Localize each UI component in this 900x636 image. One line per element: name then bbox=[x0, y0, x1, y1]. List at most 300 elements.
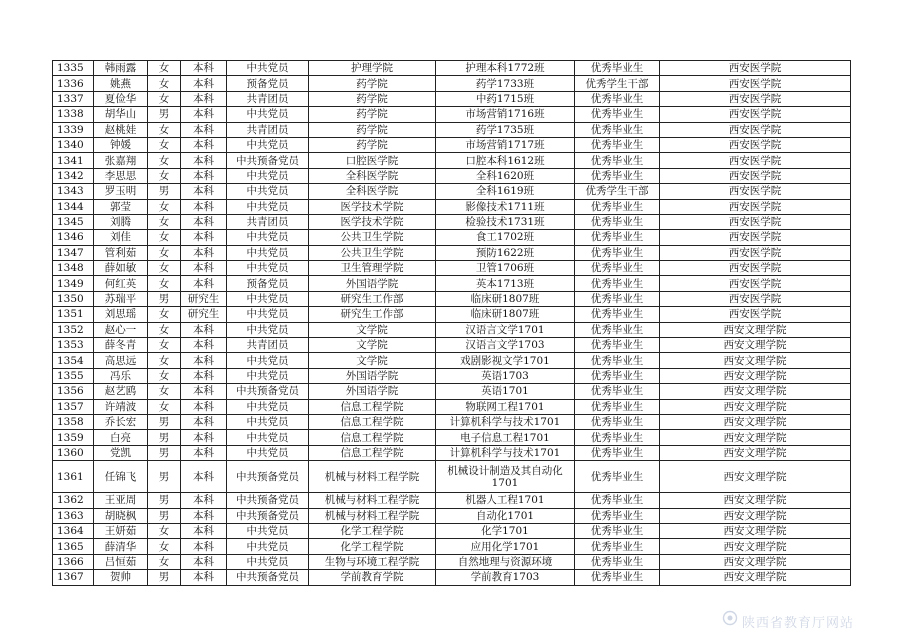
table-row bbox=[53, 368, 851, 383]
cell-award: 优秀毕业生 bbox=[575, 353, 660, 368]
cell-gender: 女 bbox=[148, 199, 181, 214]
cell-class: 英语1701 bbox=[436, 384, 575, 399]
cell-degree: 本科 bbox=[181, 199, 227, 214]
cell-school: 西安文理学院 bbox=[660, 508, 851, 523]
cell-award: 优秀毕业生 bbox=[575, 199, 660, 214]
cell-award: 优秀毕业生 bbox=[575, 523, 660, 538]
cell-political-status: 中共党员 bbox=[227, 230, 309, 245]
cell-degree: 本科 bbox=[181, 554, 227, 569]
cell-school: 西安医学院 bbox=[660, 122, 851, 137]
cell-name: 赵心一 bbox=[94, 322, 148, 337]
cell-award: 优秀毕业生 bbox=[575, 230, 660, 245]
cell-no: 1344 bbox=[53, 199, 94, 214]
cell-degree: 本科 bbox=[181, 338, 227, 353]
cell-no: 1355 bbox=[53, 368, 94, 383]
cell-college: 化学工程学院 bbox=[309, 523, 436, 538]
cell-award: 优秀毕业生 bbox=[575, 539, 660, 554]
cell-degree: 本科 bbox=[181, 91, 227, 106]
table-row bbox=[53, 137, 851, 152]
cell-degree: 本科 bbox=[181, 107, 227, 122]
table-row bbox=[53, 384, 851, 399]
cell-political-status: 中共党员 bbox=[227, 445, 309, 460]
cell-name: 党凯 bbox=[94, 445, 148, 460]
cell-college: 信息工程学院 bbox=[309, 445, 436, 460]
cell-political-status: 中共党员 bbox=[227, 168, 309, 183]
cell-award: 优秀毕业生 bbox=[575, 322, 660, 337]
cell-name: 刘思瑶 bbox=[94, 307, 148, 322]
cell-school: 西安文理学院 bbox=[660, 461, 851, 493]
cell-gender: 女 bbox=[148, 168, 181, 183]
cell-no: 1352 bbox=[53, 322, 94, 337]
cell-award: 优秀学生干部 bbox=[575, 76, 660, 91]
cell-degree: 本科 bbox=[181, 445, 227, 460]
cell-degree: 本科 bbox=[181, 76, 227, 91]
cell-gender: 男 bbox=[148, 445, 181, 460]
cell-class: 全科1620班 bbox=[436, 168, 575, 183]
cell-gender: 女 bbox=[148, 91, 181, 106]
table-row bbox=[53, 353, 851, 368]
cell-name: 吕恒茹 bbox=[94, 554, 148, 569]
cell-name: 任锦飞 bbox=[94, 461, 148, 493]
cell-class: 化学1701 bbox=[436, 523, 575, 538]
cell-class: 英本1713班 bbox=[436, 276, 575, 291]
cell-degree: 本科 bbox=[181, 230, 227, 245]
cell-no: 1356 bbox=[53, 384, 94, 399]
table-row bbox=[53, 214, 851, 229]
cell-college: 全科医学院 bbox=[309, 184, 436, 199]
cell-class: 机器人工程1701 bbox=[436, 493, 575, 508]
cell-school: 西安医学院 bbox=[660, 199, 851, 214]
cell-college: 药学院 bbox=[309, 107, 436, 122]
cell-school: 西安文理学院 bbox=[660, 338, 851, 353]
cell-political-status: 中共党员 bbox=[227, 199, 309, 214]
cell-no: 1338 bbox=[53, 107, 94, 122]
cell-name: 白亮 bbox=[94, 430, 148, 445]
cell-political-status: 中共党员 bbox=[227, 291, 309, 306]
cell-school: 西安文理学院 bbox=[660, 353, 851, 368]
cell-college: 药学院 bbox=[309, 122, 436, 137]
cell-degree: 本科 bbox=[181, 384, 227, 399]
cell-political-status: 中共预备党员 bbox=[227, 384, 309, 399]
cell-no: 1350 bbox=[53, 291, 94, 306]
cell-degree: 本科 bbox=[181, 276, 227, 291]
cell-name: 姚燕 bbox=[94, 76, 148, 91]
cell-college: 化学工程学院 bbox=[309, 539, 436, 554]
cell-college: 机械与材料工程学院 bbox=[309, 493, 436, 508]
cell-college: 机械与材料工程学院 bbox=[309, 508, 436, 523]
cell-class: 戏剧影视文学1701 bbox=[436, 353, 575, 368]
cell-no: 1357 bbox=[53, 399, 94, 414]
cell-college: 卫生管理学院 bbox=[309, 261, 436, 276]
cell-no: 1336 bbox=[53, 76, 94, 91]
cell-class: 中药1715班 bbox=[436, 91, 575, 106]
cell-political-status: 中共党员 bbox=[227, 261, 309, 276]
cell-degree: 本科 bbox=[181, 353, 227, 368]
cell-no: 1347 bbox=[53, 245, 94, 260]
cell-award: 优秀毕业生 bbox=[575, 291, 660, 306]
cell-award: 优秀毕业生 bbox=[575, 168, 660, 183]
cell-political-status: 中共党员 bbox=[227, 307, 309, 322]
cell-no: 1363 bbox=[53, 508, 94, 523]
cell-degree: 本科 bbox=[181, 430, 227, 445]
cell-name: 贺帅 bbox=[94, 570, 148, 585]
cell-school: 西安医学院 bbox=[660, 168, 851, 183]
cell-class: 计算机科学与技术1701 bbox=[436, 414, 575, 429]
table-row bbox=[53, 184, 851, 199]
cell-political-status: 中共党员 bbox=[227, 107, 309, 122]
cell-school: 西安医学院 bbox=[660, 107, 851, 122]
table-row bbox=[53, 399, 851, 414]
cell-name: 张嘉翔 bbox=[94, 153, 148, 168]
cell-no: 1360 bbox=[53, 445, 94, 460]
cell-gender: 女 bbox=[148, 261, 181, 276]
cell-political-status: 预备党员 bbox=[227, 76, 309, 91]
cell-award: 优秀毕业生 bbox=[575, 445, 660, 460]
cell-school: 西安医学院 bbox=[660, 230, 851, 245]
cell-name: 赵桃娃 bbox=[94, 122, 148, 137]
cell-award: 优秀毕业生 bbox=[575, 554, 660, 569]
cell-gender: 女 bbox=[148, 338, 181, 353]
cell-college: 研究生工作部 bbox=[309, 291, 436, 306]
cell-gender: 女 bbox=[148, 399, 181, 414]
cell-gender: 女 bbox=[148, 122, 181, 137]
cell-gender: 女 bbox=[148, 137, 181, 152]
table-row bbox=[53, 307, 851, 322]
cell-no: 1349 bbox=[53, 276, 94, 291]
cell-name: 李思思 bbox=[94, 168, 148, 183]
cell-name: 刘腾 bbox=[94, 214, 148, 229]
table-row bbox=[53, 261, 851, 276]
cell-award: 优秀毕业生 bbox=[575, 384, 660, 399]
cell-college: 公共卫生学院 bbox=[309, 230, 436, 245]
table-row bbox=[53, 508, 851, 523]
honor-list-sheet bbox=[52, 60, 851, 586]
cell-degree: 本科 bbox=[181, 539, 227, 554]
cell-no: 1337 bbox=[53, 91, 94, 106]
cell-political-status: 中共预备党员 bbox=[227, 461, 309, 493]
cell-school: 西安医学院 bbox=[660, 276, 851, 291]
cell-name: 王妍茹 bbox=[94, 523, 148, 538]
cell-class: 学前教育1703 bbox=[436, 570, 575, 585]
table-row bbox=[53, 107, 851, 122]
cell-name: 薛冬青 bbox=[94, 338, 148, 353]
cell-no: 1353 bbox=[53, 338, 94, 353]
cell-class: 影像技术1711班 bbox=[436, 199, 575, 214]
cell-award: 优秀毕业生 bbox=[575, 493, 660, 508]
cell-no: 1359 bbox=[53, 430, 94, 445]
cell-college: 外国语学院 bbox=[309, 384, 436, 399]
cell-school: 西安文理学院 bbox=[660, 322, 851, 337]
cell-name: 许靖波 bbox=[94, 399, 148, 414]
cell-no: 1358 bbox=[53, 414, 94, 429]
cell-gender: 女 bbox=[148, 353, 181, 368]
cell-gender: 男 bbox=[148, 493, 181, 508]
cell-school: 西安文理学院 bbox=[660, 368, 851, 383]
cell-college: 外国语学院 bbox=[309, 276, 436, 291]
cell-class: 检验技术1731班 bbox=[436, 214, 575, 229]
cell-name: 何红英 bbox=[94, 276, 148, 291]
cell-gender: 女 bbox=[148, 276, 181, 291]
cell-college: 信息工程学院 bbox=[309, 430, 436, 445]
cell-school: 西安医学院 bbox=[660, 153, 851, 168]
table-row bbox=[53, 61, 851, 76]
cell-political-status: 预备党员 bbox=[227, 276, 309, 291]
cell-political-status: 中共预备党员 bbox=[227, 493, 309, 508]
cell-award: 优秀毕业生 bbox=[575, 307, 660, 322]
cell-degree: 研究生 bbox=[181, 291, 227, 306]
cell-class: 药学1735班 bbox=[436, 122, 575, 137]
cell-class: 卫管1706班 bbox=[436, 261, 575, 276]
cell-no: 1343 bbox=[53, 184, 94, 199]
cell-college: 护理学院 bbox=[309, 61, 436, 76]
cell-name: 钟媛 bbox=[94, 137, 148, 152]
cell-school: 西安医学院 bbox=[660, 214, 851, 229]
cell-no: 1354 bbox=[53, 353, 94, 368]
cell-political-status: 中共党员 bbox=[227, 353, 309, 368]
cell-class: 自然地理与资源环境 bbox=[436, 554, 575, 569]
cell-name: 胡华山 bbox=[94, 107, 148, 122]
table-row bbox=[53, 291, 851, 306]
cell-gender: 女 bbox=[148, 554, 181, 569]
cell-class: 汉语言文学1701 bbox=[436, 322, 575, 337]
table-row bbox=[53, 338, 851, 353]
cell-class: 电子信息工程1701 bbox=[436, 430, 575, 445]
cell-degree: 本科 bbox=[181, 245, 227, 260]
cell-award: 优秀毕业生 bbox=[575, 276, 660, 291]
cell-degree: 本科 bbox=[181, 414, 227, 429]
cell-school: 西安文理学院 bbox=[660, 539, 851, 554]
cell-award: 优秀毕业生 bbox=[575, 430, 660, 445]
honor-list-table bbox=[52, 60, 851, 586]
cell-school: 西安文理学院 bbox=[660, 523, 851, 538]
cell-school: 西安文理学院 bbox=[660, 384, 851, 399]
cell-name: 冯乐 bbox=[94, 368, 148, 383]
cell-college: 药学院 bbox=[309, 76, 436, 91]
cell-gender: 男 bbox=[148, 107, 181, 122]
cell-no: 1365 bbox=[53, 539, 94, 554]
cell-award: 优秀毕业生 bbox=[575, 245, 660, 260]
cell-political-status: 中共党员 bbox=[227, 554, 309, 569]
table-body bbox=[53, 61, 851, 586]
cell-college: 口腔医学院 bbox=[309, 153, 436, 168]
cell-award: 优秀毕业生 bbox=[575, 137, 660, 152]
cell-political-status: 中共党员 bbox=[227, 245, 309, 260]
cell-no: 1345 bbox=[53, 214, 94, 229]
table-row bbox=[53, 461, 851, 493]
cell-political-status: 中共预备党员 bbox=[227, 153, 309, 168]
cell-name: 赵艺鸥 bbox=[94, 384, 148, 399]
cell-award: 优秀毕业生 bbox=[575, 214, 660, 229]
cell-name: 薛清华 bbox=[94, 539, 148, 554]
cell-class: 英语1703 bbox=[436, 368, 575, 383]
cell-gender: 女 bbox=[148, 523, 181, 538]
cell-award: 优秀毕业生 bbox=[575, 153, 660, 168]
cell-name: 郭莹 bbox=[94, 199, 148, 214]
cell-political-status: 中共党员 bbox=[227, 61, 309, 76]
table-row bbox=[53, 91, 851, 106]
cell-gender: 男 bbox=[148, 184, 181, 199]
cell-degree: 本科 bbox=[181, 368, 227, 383]
cell-class: 口腔本科1612班 bbox=[436, 153, 575, 168]
cell-college: 公共卫生学院 bbox=[309, 245, 436, 260]
cell-award: 优秀毕业生 bbox=[575, 461, 660, 493]
cell-gender: 男 bbox=[148, 430, 181, 445]
cell-no: 1342 bbox=[53, 168, 94, 183]
cell-school: 西安医学院 bbox=[660, 307, 851, 322]
cell-no: 1362 bbox=[53, 493, 94, 508]
cell-no: 1367 bbox=[53, 570, 94, 585]
cell-no: 1335 bbox=[53, 61, 94, 76]
cell-school: 西安医学院 bbox=[660, 245, 851, 260]
cell-class: 计算机科学与技术1701 bbox=[436, 445, 575, 460]
cell-political-status: 共青团员 bbox=[227, 122, 309, 137]
cell-college: 全科医学院 bbox=[309, 168, 436, 183]
cell-political-status: 中共党员 bbox=[227, 399, 309, 414]
cell-class: 汉语言文学1703 bbox=[436, 338, 575, 353]
cell-award: 优秀毕业生 bbox=[575, 508, 660, 523]
cell-award: 优秀毕业生 bbox=[575, 414, 660, 429]
table-row bbox=[53, 276, 851, 291]
cell-award: 优秀毕业生 bbox=[575, 61, 660, 76]
table-row bbox=[53, 539, 851, 554]
cell-no: 1364 bbox=[53, 523, 94, 538]
cell-degree: 本科 bbox=[181, 184, 227, 199]
cell-class: 护理本科1772班 bbox=[436, 61, 575, 76]
cell-political-status: 中共党员 bbox=[227, 137, 309, 152]
cell-college: 信息工程学院 bbox=[309, 414, 436, 429]
cell-school: 西安医学院 bbox=[660, 261, 851, 276]
cell-degree: 本科 bbox=[181, 461, 227, 493]
table-row bbox=[53, 153, 851, 168]
cell-no: 1346 bbox=[53, 230, 94, 245]
cell-no: 1348 bbox=[53, 261, 94, 276]
cell-gender: 男 bbox=[148, 508, 181, 523]
cell-gender: 女 bbox=[148, 76, 181, 91]
table-row bbox=[53, 493, 851, 508]
cell-class: 应用化学1701 bbox=[436, 539, 575, 554]
cell-class: 临床研1807班 bbox=[436, 307, 575, 322]
table-row bbox=[53, 76, 851, 91]
cell-name: 胡晓枫 bbox=[94, 508, 148, 523]
cell-political-status: 中共预备党员 bbox=[227, 570, 309, 585]
cell-college: 药学院 bbox=[309, 137, 436, 152]
cell-award: 优秀毕业生 bbox=[575, 122, 660, 137]
cell-college: 外国语学院 bbox=[309, 368, 436, 383]
cell-gender: 男 bbox=[148, 461, 181, 493]
cell-degree: 本科 bbox=[181, 137, 227, 152]
cell-school: 西安医学院 bbox=[660, 61, 851, 76]
cell-college: 药学院 bbox=[309, 91, 436, 106]
table-row bbox=[53, 570, 851, 585]
cell-name: 刘佳 bbox=[94, 230, 148, 245]
cell-college: 研究生工作部 bbox=[309, 307, 436, 322]
cell-award: 优秀毕业生 bbox=[575, 261, 660, 276]
cell-gender: 女 bbox=[148, 61, 181, 76]
cell-name: 韩雨露 bbox=[94, 61, 148, 76]
cell-no: 1341 bbox=[53, 153, 94, 168]
cell-no: 1339 bbox=[53, 122, 94, 137]
cell-college: 文学院 bbox=[309, 322, 436, 337]
cell-award: 优秀毕业生 bbox=[575, 338, 660, 353]
table-row bbox=[53, 322, 851, 337]
cell-gender: 女 bbox=[148, 153, 181, 168]
cell-school: 西安文理学院 bbox=[660, 493, 851, 508]
cell-class: 物联网工程1701 bbox=[436, 399, 575, 414]
cell-name: 管利茹 bbox=[94, 245, 148, 260]
cell-school: 西安医学院 bbox=[660, 137, 851, 152]
cell-class: 市场营销1716班 bbox=[436, 107, 575, 122]
cell-degree: 本科 bbox=[181, 493, 227, 508]
cell-political-status: 中共预备党员 bbox=[227, 508, 309, 523]
cell-political-status: 中共党员 bbox=[227, 368, 309, 383]
cell-school: 西安文理学院 bbox=[660, 445, 851, 460]
cell-award: 优秀毕业生 bbox=[575, 107, 660, 122]
cell-college: 文学院 bbox=[309, 338, 436, 353]
cell-name: 薛如敏 bbox=[94, 261, 148, 276]
site-watermark: 陕西省教育厅网站 bbox=[742, 616, 855, 631]
cell-gender: 女 bbox=[148, 230, 181, 245]
table-row bbox=[53, 245, 851, 260]
table-row bbox=[53, 430, 851, 445]
cell-award: 优秀毕业生 bbox=[575, 399, 660, 414]
cell-class: 药学1733班 bbox=[436, 76, 575, 91]
cell-degree: 本科 bbox=[181, 322, 227, 337]
cell-political-status: 中共党员 bbox=[227, 322, 309, 337]
cell-gender: 女 bbox=[148, 539, 181, 554]
cell-award: 优秀毕业生 bbox=[575, 368, 660, 383]
cell-political-status: 共青团员 bbox=[227, 91, 309, 106]
cell-no: 1361 bbox=[53, 461, 94, 493]
cell-class: 自动化1701 bbox=[436, 508, 575, 523]
cell-gender: 女 bbox=[148, 307, 181, 322]
cell-gender: 女 bbox=[148, 384, 181, 399]
cell-school: 西安文理学院 bbox=[660, 414, 851, 429]
table-row bbox=[53, 445, 851, 460]
cell-college: 文学院 bbox=[309, 353, 436, 368]
cell-degree: 本科 bbox=[181, 168, 227, 183]
cell-degree: 本科 bbox=[181, 122, 227, 137]
cell-gender: 女 bbox=[148, 368, 181, 383]
table-row bbox=[53, 523, 851, 538]
table-row bbox=[53, 122, 851, 137]
cell-college: 学前教育学院 bbox=[309, 570, 436, 585]
cell-gender: 男 bbox=[148, 570, 181, 585]
cell-award: 优秀毕业生 bbox=[575, 570, 660, 585]
cell-degree: 本科 bbox=[181, 61, 227, 76]
cell-award: 优秀学生干部 bbox=[575, 184, 660, 199]
cell-political-status: 中共党员 bbox=[227, 523, 309, 538]
cell-school: 西安文理学院 bbox=[660, 554, 851, 569]
cell-degree: 本科 bbox=[181, 570, 227, 585]
cell-name: 苏瑞平 bbox=[94, 291, 148, 306]
table-row bbox=[53, 230, 851, 245]
cell-degree: 本科 bbox=[181, 523, 227, 538]
cell-no: 1351 bbox=[53, 307, 94, 322]
cell-political-status: 中共党员 bbox=[227, 414, 309, 429]
cell-name: 夏俭华 bbox=[94, 91, 148, 106]
cell-college: 医学技术学院 bbox=[309, 214, 436, 229]
table-row bbox=[53, 168, 851, 183]
cell-school: 西安文理学院 bbox=[660, 430, 851, 445]
cell-name: 王亚周 bbox=[94, 493, 148, 508]
cell-school: 西安医学院 bbox=[660, 91, 851, 106]
cell-award: 优秀毕业生 bbox=[575, 91, 660, 106]
cell-degree: 本科 bbox=[181, 153, 227, 168]
cell-political-status: 共青团员 bbox=[227, 338, 309, 353]
cell-political-status: 共青团员 bbox=[227, 214, 309, 229]
cell-class: 预防1622班 bbox=[436, 245, 575, 260]
cell-college: 生物与环境工程学院 bbox=[309, 554, 436, 569]
